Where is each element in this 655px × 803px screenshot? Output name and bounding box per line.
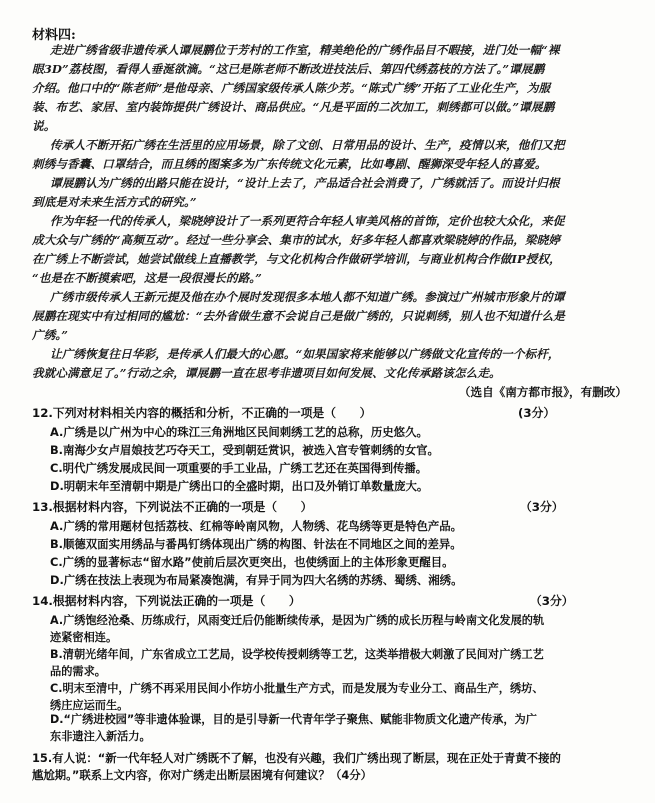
question-14-option-a: A.广绣饱经沧桑、历练成行，风雨变迁后仍能断续传承，是因为广绣的成长历程与岭南文化发展的轨 xyxy=(50,614,545,627)
question-15-stem-cont: 尴尬期。”联系上文内容，你对广绣走出断层困境有何建议？（4分） xyxy=(32,768,373,782)
passage-line: 说。 xyxy=(32,119,56,133)
question-12-option-c: C.明代广绣发展成民间一项重要的手工业品，广绣工艺还在英国得到传播。 xyxy=(50,461,428,475)
question-12-stem: 12.下列对材料相关内容的概括和分析，不正确的一项是（ ） xyxy=(32,406,372,420)
material-title: 材料四: xyxy=(32,28,76,43)
question-14-stem: 14.根据材料内容，下列说法正确的一项是（ ） xyxy=(32,594,301,608)
passage-line: 广绣。” xyxy=(32,328,69,342)
passage-line: 在广绣上不断尝试，她尝试做线上直播教学，与文化机构合作做研学培训，与商业机构合作做IP授权， xyxy=(32,252,561,266)
passage-line: 装、布艺、家居、室内装饰提供广绣设计、商品供应。“凡是平面的二次加工，刺绣都可以做。”谭展鹏 xyxy=(32,100,555,114)
passage-line: 谭展鹏认为广绣的出路只能在设计，“设计上去了，产品适合社会消费了，广绣就活了。而设计归根 xyxy=(50,176,560,190)
question-13-option-c: C.广绣的显著标志“留水路”使前后层次更突出，也使绣面上的主体形象更醒目。 xyxy=(50,555,454,569)
question-14-option-b: B.清朝光绪年间，广东省成立工艺局，设学校传授刺绣等工艺，这类举措极大刺激了民间对广绣工艺 xyxy=(50,648,544,661)
question-14-option-a-cont: 迹紧密相连。 xyxy=(50,631,118,644)
question-14-option-d: D.“广绣进校园”等非遗体验课，目的是引导新一代青年学子聚焦、赋能非物质文化遗产传承，为广 xyxy=(50,713,537,726)
passage-line: 让广绣恢复往日华彩，是传承人们最大的心愿。“如果国家将来能够以广绣做文化宣传的一个标杆， xyxy=(50,347,560,361)
passage-line: 广绣市级传承人王新元提及他在办个展时发现很多本地人都不知道广绣。参演过广州城市形象片的谭 xyxy=(50,290,565,304)
passage-line: 我就心满意足了。”行动之余，谭展鹏一直在思考非遗项目如何发展、文化传承路该怎么走。 xyxy=(32,366,501,380)
question-13-score: （3分） xyxy=(520,500,564,514)
passage-line: 成大众与广绣的“高频互动”。经过一些分享会、集市的试水，好多年轻人都喜欢梁晓婷的作品，梁晓婷 xyxy=(32,233,561,247)
passage-line: 传承人不断开拓广绣在生活里的应用场景，除了文创、日常用品的设计、生产，疫情以来，他们又把 xyxy=(50,138,565,152)
passage-source: （选自《南方都市报》，有删改） xyxy=(458,385,627,399)
passage-line: 刺绣与香囊、口罩结合，而且绣的图案多为广东传统文化元素，比如粤剧、醒狮深受年轻人的喜爱。 xyxy=(32,157,547,171)
question-14-score: （3分） xyxy=(530,594,574,608)
question-14-option-c-cont: 绣庄应运而生。 xyxy=(50,699,129,712)
question-14-option-b-cont: 品的需求。 xyxy=(50,665,106,678)
passage-line: 作为年轻一代的传承人，梁晓婷设计了一系列更符合年轻人审美风格的首饰，定价也较大众化，来促 xyxy=(50,214,565,228)
question-12-option-a: A.广绣是以广州为中心的珠江三角洲地区民间刺绣工艺的总称，历史悠久。 xyxy=(50,425,428,439)
question-12-option-b: B.南海少女卢眉娘技艺巧夺天工，受到朝廷赏识，被选入宫专管刺绣的女官。 xyxy=(50,443,439,457)
passage-line: 眼3D”荔枝图，看得人垂涎欲滴。“这已是陈老师不断改进技法后、第四代绣荔枝的方法了。”谭展鹏 xyxy=(32,62,545,76)
question-13-stem: 13.根据材料内容，下列说法不正确的一项是（ ） xyxy=(32,500,313,514)
question-14-option-c: C.明末至清中，广绣不再采用民间小作坊小批量生产方式，而是发展为专业分工、商品生产，绣坊、 xyxy=(50,682,544,695)
question-15-stem: 15.有人说：“新一代年轻人对广绣既不了解，也没有兴趣，我们广绣出现了断层，现在正处于青黄不接的 xyxy=(32,751,561,765)
passage-line: 走进广绣省级非遗传承人谭展鹏位于芳村的工作室，精美绝伦的广绣作品目不暇接，进门处一幅“裸 xyxy=(50,43,560,57)
passage-line: 到底是对未来生活方式的研究。” xyxy=(32,195,197,209)
passage-line: 展鹏在现实中有过相同的尴尬：“去外省做生意不会说自己是做广绣的，只说刺绣，别人也不知道什么是 xyxy=(32,309,565,323)
question-13-option-b: B.顺德双面实用绣品与番禺钉绣体现出广绣的构图、针法在不同地区之间的差异。 xyxy=(50,537,462,551)
question-13-option-d: D.广绣在技法上表现为布局紧凑饱满，有异于同为四大名绣的苏绣、蜀绣、湘绣。 xyxy=(50,573,463,587)
question-12-option-d: D.明朝末年至清朝中期是广绣出口的全盛时期，出口及外销订单数量庞大。 xyxy=(50,479,429,493)
question-12-score: (3分） xyxy=(518,406,556,420)
passage-line: 介绍。他口中的“陈老师”是他母亲、广绣国家级传承人陈少芳。“陈式广绣”开拓了工业化生产，为服 xyxy=(32,81,551,95)
question-14-option-d-cont: 东非遗注入新活力。 xyxy=(50,730,151,743)
passage-line: “也是在不断摸索吧，这是一段很漫长的路。” xyxy=(32,271,262,285)
question-13-option-a: A.广绣的常用题材包括荔枝、红棉等岭南风物，人物绣、花鸟绣等更是特色产品。 xyxy=(50,519,463,533)
